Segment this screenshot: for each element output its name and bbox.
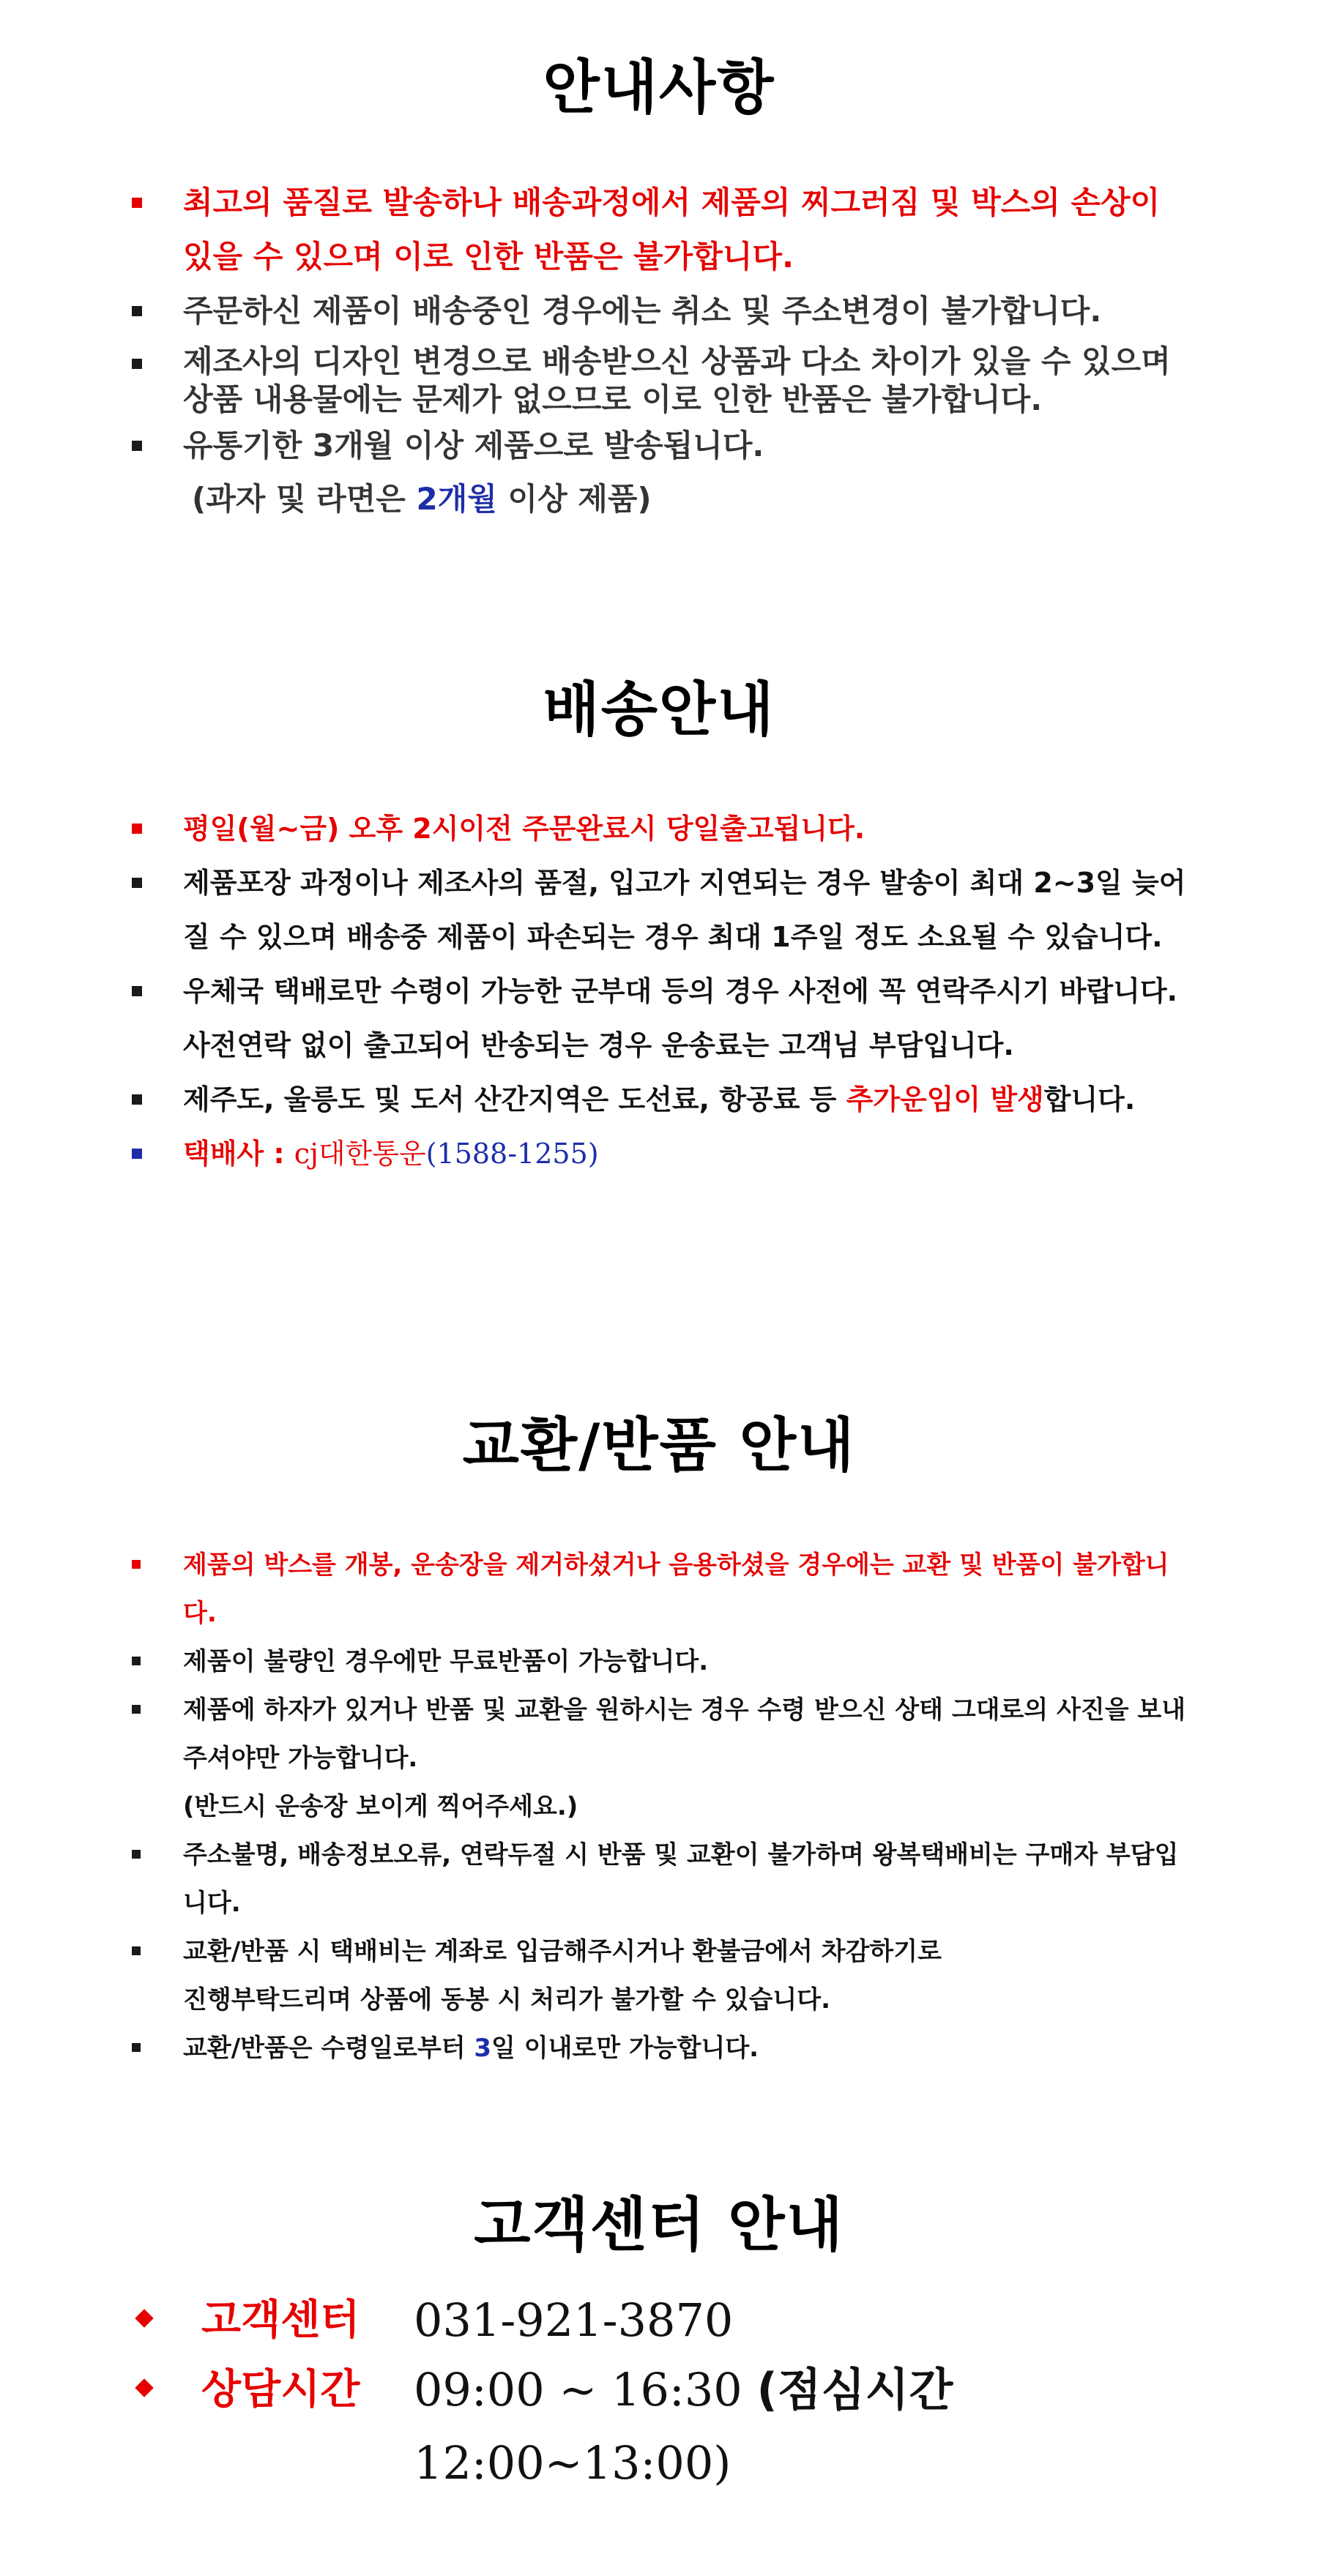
delivery-item-1: 평일(월~금) 오후 2시이전 주문완료시 당일출고됩니다.	[132, 802, 1186, 856]
notice-title: 안내사항	[543, 53, 775, 122]
phone-label: 고객센터	[201, 2296, 360, 2344]
notice-item-3: 제조사의 디자인 변경으로 배송받으신 상품과 다소 차이가 있을 수 있으며 상품 내용물에는 문제가 없으므로 이로 인한 반품은 불가합니다.	[132, 343, 1186, 419]
extra-fee-highlight: 추가운임이 발생	[846, 1083, 1044, 1116]
hours-label: 상담시간	[201, 2366, 360, 2413]
delivery-courier: 택배사 : cj대한통운(1588-1255)	[132, 1127, 1186, 1181]
delivery-item-4: 제주도, 울릉도 및 도서 산간지역은 도선료, 항공료 등 추가운임이 발생합니다.	[132, 1072, 1186, 1127]
lunch-value: 12:00~13:00)	[414, 2436, 731, 2490]
square-bullet-icon	[132, 306, 142, 316]
square-bullet-icon	[132, 878, 142, 888]
return-days-highlight: 3	[474, 2034, 492, 2063]
customer-center-title: 고객센터 안내	[474, 2191, 844, 2259]
lunch-label: (점심시간	[756, 2363, 953, 2416]
customer-center-hours-row	[132, 2353, 1230, 2490]
snack-period-highlight: 2개월	[416, 481, 497, 517]
diamond-bullet-icon	[135, 2309, 153, 2327]
returns-item-3-note: (반드시 운송장 보이게 찍어주세요.)	[183, 1792, 578, 1821]
returns-item-4: 주소불명, 배송정보오류, 연락두절 시 반품 및 교환이 불가하며 왕복택배비는 구매자 부담입니다.	[132, 1831, 1186, 1927]
diamond-bullet-icon	[135, 2378, 153, 2397]
returns-item-6: 교환/반품은 수령일로부터 3일 이내로만 가능합니다.	[132, 2024, 1186, 2072]
notice-sub-note: (과자 및 라면은 2개월 이상 제품)	[192, 481, 652, 517]
courier-phone: (1588-1255)	[425, 1138, 599, 1170]
returns-list	[132, 1541, 1186, 2072]
square-bullet-icon	[132, 1094, 142, 1105]
square-bullet-icon	[132, 1560, 141, 1569]
square-bullet-icon	[132, 2043, 141, 2052]
square-bullet-icon	[132, 1657, 141, 1665]
returns-title: 교환/반품 안내	[462, 1411, 856, 1479]
customer-center-phone-row	[132, 2284, 1230, 2357]
delivery-list	[132, 802, 1186, 1181]
square-bullet-icon	[132, 1149, 142, 1159]
returns-item-2: 제품이 불량인 경우에만 무료반품이 가능합니다.	[132, 1638, 1186, 1686]
notice-item-2: 주문하신 제품이 배송중인 경우에는 취소 및 주소변경이 불가합니다.	[132, 284, 1186, 338]
returns-item-3: 제품에 하자가 있거나 반품 및 교환을 원하시는 경우 수령 받으신 상태 그대로의 사진을 보내주셔야만 가능합니다. (반드시 운송장 보이게 찍어주세요.)	[132, 1686, 1186, 1831]
notice-item-4: 유통기한 3개월 이상 제품으로 발송됩니다.	[132, 419, 1186, 473]
delivery-title: 배송안내	[543, 676, 775, 744]
delivery-item-2: 제품포장 과정이나 제조사의 품절, 입고가 지연되는 경우 발송이 최대 2~3일 늦어질 수 있으며 배송중 제품이 파손되는 경우 최대 1주일 정도 소요될 수 있습니다.	[132, 856, 1186, 964]
returns-item-5: 교환/반품 시 택배비는 계좌로 입금해주시거나 환불금에서 차감하기로 진행부탁드리며 상품에 동봉 시 처리가 불가할 수 있습니다.	[132, 1927, 1186, 2024]
square-bullet-icon	[132, 1705, 141, 1714]
notice-list	[132, 176, 1186, 526]
square-bullet-icon	[132, 198, 142, 208]
hours-value: 09:00 ~ 16:30 (점심시간12:00~13:00)	[414, 2363, 953, 2490]
delivery-item-3: 우체국 택배로만 수령이 가능한 군부대 등의 경우 사전에 꼭 연락주시기 바랍니다. 사전연락 없이 출고되어 반송되는 경우 운송료는 고객님 부담입니다.	[132, 964, 1186, 1072]
phone-number: 031-921-3870	[414, 2293, 734, 2347]
square-bullet-icon	[132, 359, 142, 369]
square-bullet-icon	[132, 824, 142, 834]
square-bullet-icon	[132, 1946, 141, 1955]
square-bullet-icon	[132, 441, 142, 451]
square-bullet-icon	[132, 986, 142, 996]
returns-item-1: 제품의 박스를 개봉, 운송장을 제거하셨거나 음용하셨을 경우에는 교환 및 반품이 불가합니다.	[132, 1541, 1186, 1638]
square-bullet-icon	[132, 1850, 141, 1859]
courier-name: cj대한통운	[294, 1138, 426, 1170]
notice-item-1: 최고의 품질로 발송하나 배송과정에서 제품의 찌그러짐 및 박스의 손상이 있을 수 있으며 이로 인한 반품은 불가합니다.	[132, 176, 1186, 284]
